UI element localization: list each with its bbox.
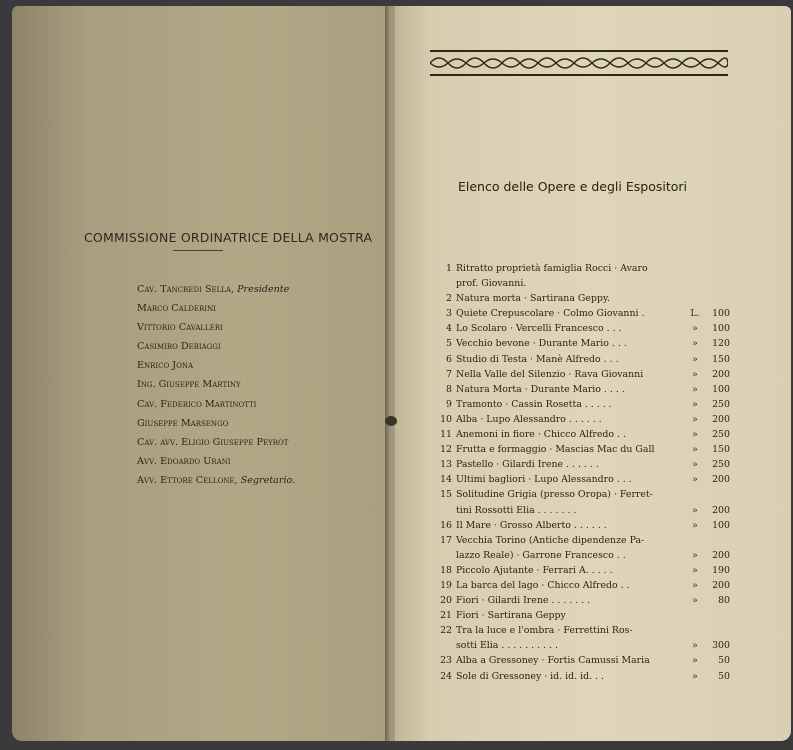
- work-price: 100: [712, 519, 730, 531]
- ornament-icon: [430, 50, 728, 76]
- price-mark: »: [692, 595, 698, 607]
- work-number: 17: [440, 534, 452, 546]
- price-mark: »: [692, 579, 698, 591]
- work-price: 250: [712, 429, 730, 441]
- price-mark: »: [692, 338, 698, 350]
- member-name: Cav. Federico Martinotti: [137, 398, 257, 410]
- work-title-exhibitor: Nella Valle del Silenzio · Rava Giovanni: [456, 368, 644, 380]
- work-row: [436, 593, 730, 608]
- works-list: [436, 261, 730, 684]
- work-price: 200: [712, 413, 730, 425]
- work-title-exhibitor: prof. Giovanni.: [456, 278, 527, 290]
- work-price: 100: [712, 323, 730, 335]
- member-name: Enrico Jona: [137, 360, 194, 372]
- work-number: 14: [440, 474, 452, 486]
- work-row: [436, 638, 730, 653]
- work-row: [436, 653, 730, 668]
- work-row: [436, 578, 730, 593]
- work-row: [436, 487, 730, 502]
- member-name: Giuseppe Marsengo: [137, 417, 229, 429]
- work-price: 100: [712, 308, 730, 320]
- works-list-heading: Elenco delle Opere e degli Espositori: [458, 179, 687, 194]
- work-price: 200: [712, 504, 730, 516]
- price-mark: »: [692, 413, 698, 425]
- member-name: Casimiro Debiaggi: [137, 341, 221, 353]
- commission-member: [137, 318, 295, 337]
- work-price: 250: [712, 459, 730, 471]
- member-name: Ing. Giuseppe Martiny: [137, 379, 241, 391]
- commission-member: [137, 337, 295, 356]
- binding-hole: [385, 416, 397, 426]
- work-title-exhibitor: Ritratto proprietà famiglia Rocci · Avaro: [456, 263, 648, 274]
- work-title-exhibitor: Piccolo Ajutante · Ferrari A. . . . .: [456, 564, 613, 576]
- member-name: Marco Calderini: [137, 303, 216, 315]
- work-number: 8: [446, 383, 452, 395]
- work-number: 23: [440, 655, 452, 667]
- work-title-exhibitor: Ultimi bagliori · Lupo Alessandro . . .: [456, 474, 632, 486]
- work-row: [436, 503, 730, 518]
- work-row: [436, 518, 730, 533]
- work-title-exhibitor: Fiori · Gilardi Irene . . . . . . .: [456, 595, 591, 607]
- work-price: 100: [712, 383, 730, 395]
- commission-member: [137, 356, 295, 375]
- price-mark: L.: [690, 308, 700, 320]
- work-row: [436, 533, 730, 548]
- price-mark: »: [692, 353, 698, 365]
- work-price: 200: [712, 474, 730, 486]
- work-price: 250: [712, 398, 730, 410]
- work-title-exhibitor: Pastello · Gilardi Irene . . . . . .: [456, 459, 599, 471]
- work-row: [436, 261, 730, 276]
- work-title-exhibitor: La barca del lago · Chicco Alfredo . .: [456, 579, 630, 591]
- commission-members-list: [137, 280, 295, 490]
- work-number: 9: [446, 398, 452, 410]
- work-title-exhibitor: sotti Elia . . . . . . . . . .: [456, 640, 558, 652]
- work-title-exhibitor: Alba · Lupo Alessandro . . . . . .: [456, 413, 602, 425]
- price-mark: »: [692, 383, 698, 395]
- work-price: 200: [712, 368, 730, 380]
- work-number: 21: [440, 610, 452, 622]
- work-row: [436, 336, 730, 351]
- work-number: 24: [440, 670, 452, 682]
- work-title-exhibitor: Fiori · Sartirana Geppy: [456, 610, 566, 622]
- work-number: 18: [440, 564, 452, 576]
- work-row: [436, 382, 730, 397]
- work-price: 200: [712, 579, 730, 591]
- price-mark: »: [692, 429, 698, 441]
- work-price: 300: [712, 640, 730, 652]
- work-row: [436, 608, 730, 623]
- work-row: [436, 427, 730, 442]
- price-mark: »: [692, 670, 698, 682]
- work-row: [436, 412, 730, 427]
- commission-title: COMMISSIONE ORDINATRICE DELLA MOSTRA: [84, 230, 373, 245]
- price-mark: »: [692, 368, 698, 380]
- work-number: 6: [446, 353, 452, 365]
- work-price: 50: [718, 655, 730, 667]
- work-title-exhibitor: Lo Scolaro · Vercelli Francesco . . .: [456, 323, 622, 335]
- commission-member: [137, 414, 295, 433]
- price-mark: »: [692, 459, 698, 471]
- work-title-exhibitor: lazzo Reale) · Garrone Francesco . .: [456, 549, 626, 561]
- commission-member: [137, 375, 295, 394]
- work-number: 19: [440, 579, 452, 591]
- work-row: [436, 563, 730, 578]
- work-number: 12: [440, 444, 452, 456]
- work-number: 4: [446, 323, 452, 335]
- member-name: Vittorio Cavalleri: [137, 322, 223, 334]
- work-number: 1: [446, 263, 452, 274]
- work-row: [436, 442, 730, 457]
- work-number: 15: [440, 489, 452, 501]
- work-title-exhibitor: Quiete Crepuscolare · Colmo Giovanni .: [456, 308, 645, 320]
- work-number: 20: [440, 595, 452, 607]
- work-row: [436, 397, 730, 412]
- work-title-exhibitor: Natura Morta · Durante Mario . . . .: [456, 383, 625, 395]
- work-number: 2: [446, 293, 452, 305]
- work-title-exhibitor: Vecchio bevone · Durante Mario . . .: [456, 338, 627, 350]
- work-title-exhibitor: Anemoni in fiore · Chicco Alfredo . .: [456, 429, 626, 441]
- work-title-exhibitor: Natura morta · Sartirana Geppy.: [456, 293, 610, 305]
- work-number: 10: [440, 413, 452, 425]
- price-mark: »: [692, 398, 698, 410]
- work-number: 5: [446, 338, 452, 350]
- work-row: [436, 472, 730, 487]
- price-mark: »: [692, 474, 698, 486]
- price-mark: »: [692, 444, 698, 456]
- work-price: 50: [718, 670, 730, 682]
- work-row: [436, 367, 730, 382]
- work-row: [436, 548, 730, 563]
- member-role: Segretario.: [240, 474, 296, 486]
- work-row: [436, 669, 730, 684]
- commission-member: [137, 299, 295, 318]
- work-title-exhibitor: Sole di Gressoney · id. id. id. . .: [456, 670, 604, 682]
- price-mark: »: [692, 323, 698, 335]
- price-mark: »: [692, 549, 698, 561]
- work-title-exhibitor: Tra la luce e l'ombra · Ferrettini Ros-: [456, 625, 633, 637]
- work-number: 22: [440, 625, 452, 637]
- book-gutter: [385, 6, 395, 741]
- work-number: 7: [446, 368, 452, 380]
- commission-member: [137, 471, 295, 490]
- work-title-exhibitor: Vecchia Torino (Antiche dipendenze Pa-: [456, 534, 645, 546]
- work-title-exhibitor: Tramonto · Cassin Rosetta . . . . .: [456, 398, 612, 410]
- member-name: Avv. Edoardo Urani: [137, 455, 231, 467]
- work-row: [436, 306, 730, 321]
- work-row: [436, 623, 730, 638]
- work-price: 150: [712, 444, 730, 456]
- work-title-exhibitor: Frutta e formaggio · Mascias Mac du Gall: [456, 444, 655, 456]
- work-row: [436, 276, 730, 291]
- work-price: 80: [718, 595, 730, 607]
- work-title-exhibitor: Il Mare · Grosso Alberto . . . . . .: [456, 519, 607, 531]
- work-row: [436, 321, 730, 336]
- commission-member: [137, 433, 295, 452]
- work-title-exhibitor: Alba a Gressoney · Fortis Camussi Maria: [456, 655, 650, 667]
- price-mark: »: [692, 564, 698, 576]
- work-title-exhibitor: tini Rossotti Elia . . . . . . .: [456, 504, 577, 516]
- work-row: [436, 291, 730, 306]
- price-mark: »: [692, 640, 698, 652]
- commission-member: [137, 452, 295, 471]
- member-name: Avv. Ettore Cellone,: [137, 474, 238, 486]
- work-price: 120: [712, 338, 730, 350]
- member-name: Cav. Tancredi Sella,: [137, 284, 235, 295]
- member-name: Cav. avv. Eligio Giuseppe Peyrot: [137, 436, 289, 448]
- work-number: 13: [440, 459, 452, 471]
- title-underline: [173, 250, 223, 251]
- work-number: 16: [440, 519, 452, 531]
- work-title-exhibitor: Solitudine Grigia (presso Oropa) · Ferret-: [456, 489, 653, 501]
- price-mark: »: [692, 655, 698, 667]
- member-role: Presidente: [237, 284, 290, 295]
- work-title-exhibitor: Studio di Testa · Manè Alfredo . . .: [456, 353, 619, 365]
- commission-member: [137, 395, 295, 414]
- price-mark: »: [692, 504, 698, 516]
- price-mark: »: [692, 519, 698, 531]
- work-row: [436, 352, 730, 367]
- work-price: 200: [712, 549, 730, 561]
- commission-member: [137, 280, 295, 299]
- work-number: 11: [440, 429, 452, 441]
- work-price: 150: [712, 353, 730, 365]
- work-row: [436, 457, 730, 472]
- work-number: 3: [446, 308, 452, 320]
- work-price: 190: [712, 564, 730, 576]
